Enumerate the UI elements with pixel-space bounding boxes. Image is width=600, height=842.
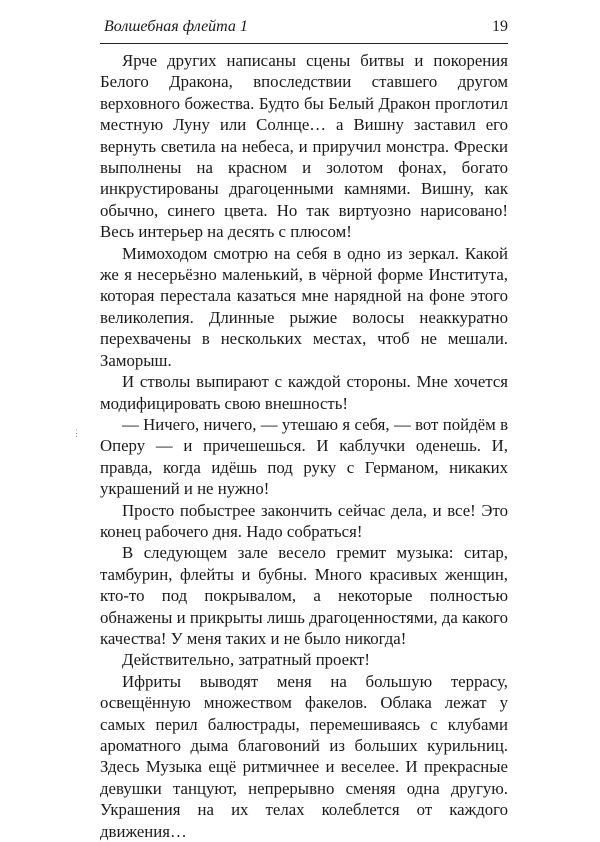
paragraph: И стволы выпирают с каждой стороны. Мне хочется модифицировать свою внешность! bbox=[100, 372, 508, 413]
running-title: Волшебная флейта 1 bbox=[104, 18, 248, 35]
paragraph: Мимоходом смотрю на себя в одно из зеркал. Какой же я несерьёзно маленький, в чёрной форме Института, которая перестала казаться мне нарядной на фоне этого великолепия. Длинные рыжие волосы неаккуратно перехвачены в нескольких местах, чтоб не мешали. Заморыш. bbox=[100, 243, 508, 370]
paragraph: Просто побыстрее закончить сейчас дела, и все! Это конец рабочего дня. Надо собраться! bbox=[100, 500, 508, 541]
header-rule bbox=[100, 43, 508, 44]
paragraph: В следующем зале весело гремит музыка: ситар, тамбурин, флейты и бубны. Много красивых женщин, кто-то под покрывалом, а некоторые полностью обнажены и прикрыты лишь драгоценностями, да какого качества! У меня таких и не было никогда! bbox=[100, 543, 508, 648]
margin-speck: ⋮ bbox=[72, 428, 81, 438]
running-header bbox=[104, 18, 508, 36]
body-text bbox=[100, 50, 508, 842]
paragraph: Действительно, затратный проект! bbox=[122, 650, 370, 670]
page-number: 19 bbox=[492, 18, 508, 35]
paragraph: Ярче других написаны сцены битвы и покорения Белого Дракона, впоследствии ставшего другом верховного божества. Будто бы Белый Дракон проглотил местную Луну или Солнце… а Вишну заставил его вернуть светила на небеса, и приручил монстра. Фрески выполнены на красном и золотом фонах, богато инкрустированы драгоценными камнями. Вишну, как обычно, синего цвета. Но так виртуозно нарисовано! Весь интерьер на десять с плюсом! bbox=[100, 51, 508, 242]
paragraph: Ифриты выводят меня на большую террасу, освещённую множеством факелов. Облака лежат у самых перил балюстрады, перемешиваясь с клубами ароматного дыма благовоний из больших курильниц. Здесь Музыка ещё ритмичнее и веселее. И прекрасные девушки танцуют, непрерывно сменяя одна другую. Украшения на их телах колеблется от каждого движения… bbox=[100, 671, 508, 841]
paragraph: — Ничего, ничего, — утешаю я себя, — вот пойдём в Оперу — и причешешься. И каблучки оденешь. И, правда, когда идёшь под руку с Германом, никаких украшений и не нужно! bbox=[100, 414, 508, 499]
